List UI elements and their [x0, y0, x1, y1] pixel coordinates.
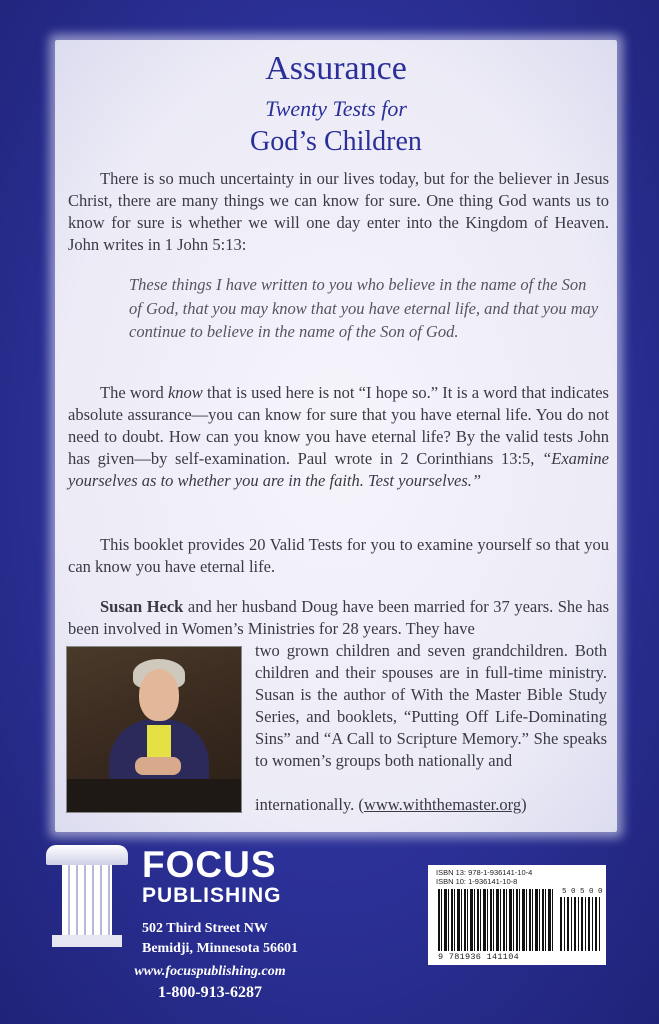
publisher-website[interactable]: www.focuspublishing.com: [134, 964, 286, 979]
column-shaft: [62, 865, 112, 935]
publisher-phone: 1-800-913-6287: [158, 984, 262, 1001]
book-subtitle: Twenty Tests for: [265, 96, 407, 121]
book-subtitle-line2: God’s Children: [250, 126, 422, 157]
barcode-digits: 9 781936 141104: [438, 952, 520, 962]
bio-suffix: ): [521, 795, 527, 814]
publisher-name: FOCUS: [142, 844, 277, 885]
isbn13-label: ISBN 13: 978-1-936141-10-4: [436, 868, 533, 877]
author-bio-last: [255, 794, 607, 816]
publisher-name-line2: PUBLISHING: [142, 884, 282, 907]
price-addon-digits: 5 0 5 0 0: [562, 888, 603, 896]
author-bio-text: and her husband Doug have been married for 37 years. She has been involved in Women’s Ministries for 28 years. They have: [68, 597, 610, 638]
photo-hands: [135, 757, 181, 775]
text-panel: [55, 40, 617, 832]
author-website-link[interactable]: www.withthemaster.org: [363, 795, 522, 814]
author-bio-continued: two grown children and seven grandchildren. Both children and their spouses are in full-time ministry. Susan is the author of With the Master Bible Study Series, and booklets, “Putting Off Life-Dominating Sins” and “A Call to Scripture Memory.” She speaks to women’s groups both nationally and: [255, 641, 607, 770]
isbn-barcode-box: [428, 865, 606, 965]
price-addon-barcode: [560, 897, 600, 951]
photo-blouse: [147, 725, 171, 757]
scripture-quote: These things I have written to you who believe in the name of the Son of God, that you may know that you have eternal life, and that you may continue to believe in the name of the Son of God.: [129, 275, 599, 341]
corinthians-quote: “Examine yourselves as to whether you are in the faith. Test yourselves.”: [68, 449, 609, 490]
photo-table: [67, 779, 241, 812]
address-line1: 502 Third Street NW: [142, 921, 268, 936]
column-base: [52, 935, 122, 947]
book-title: Assurance: [265, 50, 407, 87]
author-name: Susan Heck: [100, 597, 184, 616]
address-line2: Bemidji, Minnesota 56601: [142, 941, 298, 956]
column-logo-icon: [46, 845, 128, 947]
publisher-address: [142, 919, 298, 959]
assurance-paragraph: [68, 382, 609, 492]
bio-prefix: internationally. (: [255, 795, 364, 814]
intro-paragraph: There is so much uncertainty in our lives today, but for the believer in Jesus Christ, there are many things we can know for sure. One thing God wants us to know for sure is whether we will one day enter into the Kingdom of Heaven. John writes in 1 John 5:13:: [68, 169, 609, 254]
paragraph-text: that is used here is not “I hope so.” It is a word that indicates absolute assurance—you can know for sure that you have eternal life. You do not need to doubt. How can you know you have eternal life? By the valid tests John has given—by self-examination. Paul wrote in 2 Corinthians 13:5,: [68, 383, 609, 468]
emphasis-know: know: [167, 383, 203, 402]
author-photo: [66, 646, 242, 813]
booklet-paragraph: This booklet provides 20 Valid Tests for you to examine yourself so that you can know you have eternal life.: [68, 535, 609, 576]
author-bio-lead: [68, 596, 609, 640]
barcode: [438, 889, 554, 951]
isbn10-label: ISBN 10: 1-936141-10-8: [436, 877, 518, 886]
photo-face: [139, 669, 179, 721]
paragraph-text: The word: [100, 383, 168, 402]
column-capital: [46, 845, 128, 865]
